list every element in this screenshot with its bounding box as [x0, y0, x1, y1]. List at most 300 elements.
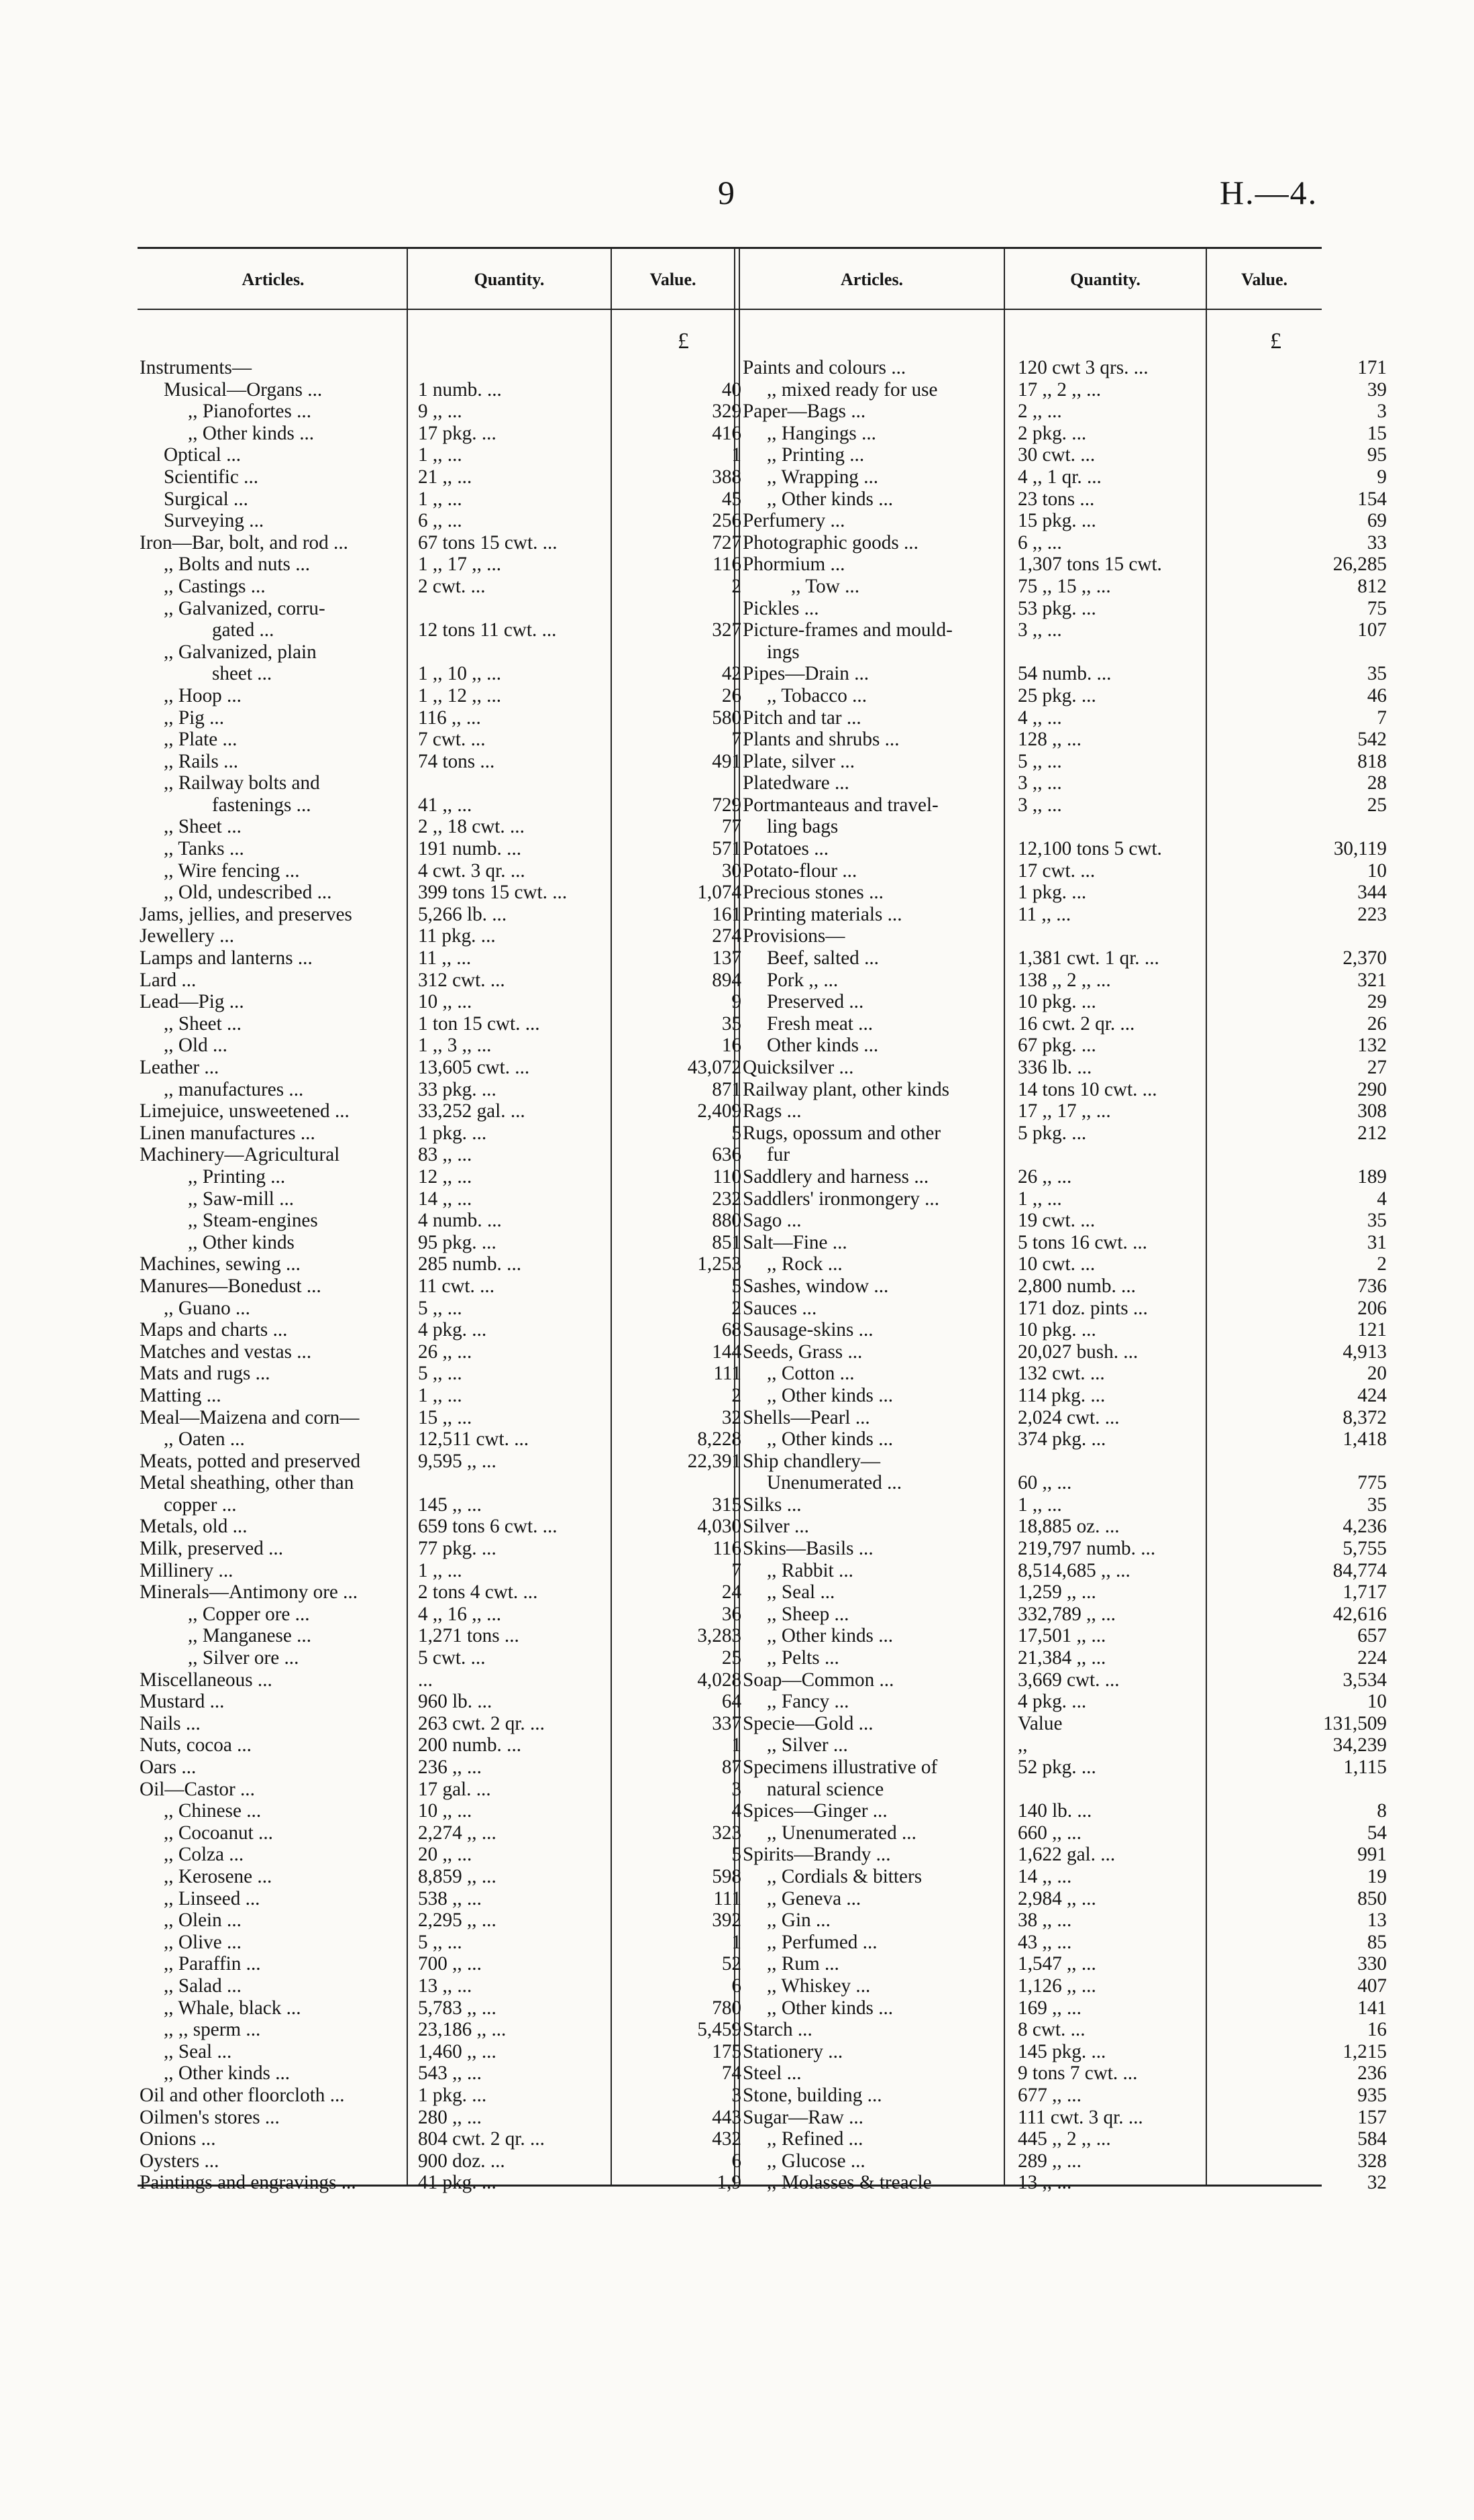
quantity-cell: 2 cwt. ... [418, 575, 486, 597]
article-cell: Leather ... [140, 1057, 219, 1078]
article-cell: Instruments— [140, 357, 252, 378]
value-cell: 780 [712, 1997, 741, 2019]
article-cell: Beef, salted ... [767, 947, 879, 969]
value-cell: 3 [1377, 401, 1387, 423]
value-cell: 2,409 [697, 1100, 741, 1122]
article-cell: Spices—Ginger ... [743, 1800, 888, 1822]
pound-symbol-right: £ [1270, 329, 1281, 354]
value-cell: 4,913 [1343, 1341, 1387, 1363]
value-cell: 31 [1367, 1231, 1387, 1253]
quantity-cell: 2 ,, 18 cwt. ... [418, 816, 525, 838]
value-cell: 256 [712, 510, 741, 532]
article-cell: Paintings and engravings ... [140, 2172, 356, 2194]
quantity-cell: 8,514,685 ,, ... [1018, 1559, 1130, 1581]
quantity-cell: 17 cwt. ... [1018, 859, 1096, 882]
article-cell: ,, Chinese ... [164, 1800, 262, 1822]
value-cell: 116 [713, 554, 741, 576]
quantity-cell: 5 cwt. ... [418, 1647, 486, 1669]
quantity-cell: 5 tons 16 cwt. ... [1018, 1231, 1147, 1253]
value-cell: 323 [712, 1822, 741, 1844]
value-cell: 111 [713, 1363, 741, 1385]
article-cell: Quicksilver ... [743, 1057, 854, 1078]
article-cell: Unenumerated ... [767, 1472, 902, 1494]
quantity-cell: 1 ,, 17 ,, ... [418, 554, 502, 576]
quantity-cell: 11 pkg. ... [418, 925, 496, 947]
value-cell: 74 [721, 2062, 741, 2085]
article-cell: ,, Other kinds ... [767, 1384, 894, 1406]
quantity-cell: 138 ,, 2 ,, ... [1018, 969, 1111, 991]
quantity-cell: 12 ,, ... [418, 1165, 472, 1188]
quantity-cell: 219,797 numb. ... [1018, 1538, 1156, 1560]
quantity-cell: 5,266 lb. ... [418, 903, 507, 925]
article-cell: ,, Other kinds ... [767, 1428, 894, 1451]
value-cell: 35 [1367, 1210, 1387, 1232]
quantity-cell: 538 ,, ... [418, 1887, 482, 1909]
quantity-cell: 21,384 ,, ... [1018, 1647, 1106, 1669]
value-cell: 2 [1377, 1253, 1387, 1275]
value-cell: 36 [721, 1603, 741, 1625]
quantity-cell: 1,126 ,, ... [1018, 1975, 1096, 1997]
article-cell: ,, Olive ... [164, 1931, 242, 1953]
quantity-cell: 60 ,, ... [1018, 1472, 1072, 1494]
value-cell: 1 [731, 1734, 741, 1756]
value-cell: 10 [1367, 859, 1387, 882]
article-cell: ,, Other kinds ... [164, 2062, 291, 2085]
article-cell: Precious stones ... [743, 882, 884, 904]
article-cell: ,, Saw-mill ... [188, 1188, 295, 1210]
quantity-cell: 280 ,, ... [418, 2106, 482, 2128]
value-cell: 416 [712, 422, 741, 444]
value-cell: 141 [1357, 1997, 1387, 2019]
value-cell: 22,391 [687, 1450, 741, 1472]
value-cell: 84,774 [1332, 1559, 1387, 1581]
article-cell: Surveying ... [164, 510, 264, 532]
article-cell: Silks ... [743, 1493, 802, 1516]
value-cell: 26 [721, 684, 741, 706]
value-cell: 87 [721, 1756, 741, 1778]
value-cell: 15 [1367, 422, 1387, 444]
article-cell: Matches and vestas ... [140, 1341, 312, 1363]
quantity-cell: 5 ,, ... [418, 1931, 462, 1953]
article-cell: ,, Perfumed ... [767, 1931, 878, 1953]
value-cell: 812 [1357, 575, 1387, 597]
article-cell: Metal sheathing, other than [140, 1472, 354, 1494]
quantity-cell: 9,595 ,, ... [418, 1450, 496, 1472]
value-cell: 6 [731, 1975, 741, 1997]
quantity-cell: 116 ,, ... [418, 706, 481, 729]
value-cell: 189 [1357, 1165, 1387, 1188]
value-cell: 1,9 [717, 2172, 741, 2194]
quantity-cell: 17,501 ,, ... [1018, 1625, 1106, 1647]
quantity-cell: 111 cwt. 3 qr. ... [1018, 2106, 1143, 2128]
value-cell: 315 [712, 1493, 741, 1516]
value-cell: 328 [1357, 2150, 1387, 2172]
value-cell: 3 [731, 2084, 741, 2106]
article-cell: Steel ... [743, 2062, 802, 2085]
value-cell: 6 [731, 2150, 741, 2172]
article-cell: sheet ... [212, 663, 272, 685]
article-cell: Potatoes ... [743, 838, 829, 860]
quantity-cell: 12,511 cwt. ... [418, 1428, 529, 1451]
article-cell: ,, ,, sperm ... [164, 2019, 261, 2041]
divider-2 [611, 247, 612, 2186]
quantity-cell: 2 ,, ... [1018, 401, 1062, 423]
quantity-cell: 17 pkg. ... [418, 422, 496, 444]
value-cell: 9 [1377, 466, 1387, 488]
quantity-cell: 14 tons 10 cwt. ... [1018, 1078, 1157, 1100]
quantity-cell: 1,460 ,, ... [418, 2040, 496, 2062]
value-cell: 4,236 [1343, 1516, 1387, 1538]
quantity-cell: 6 ,, ... [418, 510, 462, 532]
quantity-cell: 3,669 cwt. ... [1018, 1669, 1120, 1691]
quantity-cell: 191 numb. ... [418, 838, 522, 860]
article-cell: ,, Olein ... [164, 1909, 242, 1932]
quantity-cell: 900 doz. ... [418, 2150, 505, 2172]
value-cell: 28 [1367, 772, 1387, 794]
article-cell: Specie—Gold ... [743, 1712, 874, 1734]
article-cell: ,, Unenumerated ... [767, 1822, 916, 1844]
quantity-cell: 67 tons 15 cwt. ... [418, 531, 558, 554]
quantity-cell: 336 lb. ... [1018, 1057, 1092, 1078]
article-cell: Matting ... [140, 1384, 221, 1406]
quantity-cell: 1 numb. ... [418, 378, 502, 401]
article-cell: ,, Printing ... [767, 444, 865, 466]
header-quantity-left: Quantity. [474, 270, 545, 289]
article-cell: Minerals—Antimony ore ... [140, 1581, 358, 1604]
article-cell: Perfumery ... [743, 510, 845, 532]
value-cell: 636 [712, 1144, 741, 1166]
header-value-right: Value. [1241, 270, 1288, 289]
article-cell: ,, Tanks ... [164, 838, 244, 860]
quantity-cell: 2 tons 4 cwt. ... [418, 1581, 538, 1604]
article-cell: ,, Silver ore ... [188, 1647, 299, 1669]
article-cell: ,, Guano ... [164, 1297, 250, 1319]
value-cell: 935 [1357, 2084, 1387, 2106]
quantity-cell: ,, [1018, 1734, 1028, 1756]
quantity-cell: 145 ,, ... [418, 1493, 482, 1516]
value-cell: 42,616 [1332, 1603, 1387, 1625]
value-cell: 54 [1367, 1822, 1387, 1844]
article-cell: ,, Railway bolts and [164, 772, 320, 794]
quantity-cell: 1 pkg. ... [418, 2084, 487, 2106]
article-cell: ,, Cocoanut ... [164, 1822, 273, 1844]
value-cell: 329 [712, 401, 741, 423]
quantity-cell: 140 lb. ... [1018, 1800, 1092, 1822]
article-cell: Phormium ... [743, 554, 845, 576]
value-cell: 392 [712, 1909, 741, 1932]
article-cell: ,, Other kinds ... [188, 422, 315, 444]
article-cell: Sago ... [743, 1210, 802, 1232]
article-cell: Machinery—Agricultural [140, 1144, 340, 1166]
quantity-cell: 13 ,, ... [1018, 2172, 1072, 2194]
value-cell: 131,509 [1323, 1712, 1387, 1734]
article-cell: ling bags [767, 816, 839, 838]
quantity-cell: 5 ,, ... [1018, 750, 1062, 772]
article-cell: Machines, sewing ... [140, 1253, 301, 1275]
value-cell: 4,030 [697, 1516, 741, 1538]
value-cell: 5 [731, 1275, 741, 1297]
value-cell: 3,283 [697, 1625, 741, 1647]
quantity-cell: 14 ,, ... [1018, 1865, 1072, 1887]
value-cell: 68 [721, 1319, 741, 1341]
quantity-cell: 289 ,, ... [1018, 2150, 1082, 2172]
value-cell: 46 [1367, 684, 1387, 706]
value-cell: 30,119 [1333, 838, 1387, 860]
article-cell: Iron—Bar, bolt, and rod ... [140, 531, 348, 554]
quantity-cell: 23,186 ,, ... [418, 2019, 507, 2041]
value-cell: 894 [712, 969, 741, 991]
article-cell: Portmanteaus and travel- [743, 794, 939, 816]
quantity-cell: 23 tons ... [1018, 488, 1095, 510]
article-cell: Specimens illustrative of [743, 1756, 938, 1778]
article-cell: ,, mixed ready for use [767, 378, 938, 401]
value-cell: 26,285 [1332, 554, 1387, 576]
article-cell: Seeds, Grass ... [743, 1341, 863, 1363]
article-cell: ,, Rum ... [767, 1953, 839, 1975]
quantity-cell: 3 ,, ... [1018, 619, 1062, 641]
quantity-cell: 8,859 ,, ... [418, 1865, 496, 1887]
value-cell: 20 [1367, 1363, 1387, 1385]
value-cell: 32 [1367, 2172, 1387, 2194]
quantity-cell: 19 cwt. ... [1018, 1210, 1096, 1232]
article-cell: Potato-flour ... [743, 859, 857, 882]
article-cell: ,, Whiskey ... [767, 1975, 871, 1997]
article-cell: ,, Kerosene ... [164, 1865, 272, 1887]
article-cell: ,, Glucose ... [767, 2150, 865, 2172]
quantity-cell: 312 cwt. ... [418, 969, 505, 991]
article-cell: Mustard ... [140, 1691, 225, 1713]
quantity-cell: 2,800 numb. ... [1018, 1275, 1136, 1297]
value-cell: 2,370 [1343, 947, 1387, 969]
value-cell: 16 [1367, 2019, 1387, 2041]
value-cell: 388 [712, 466, 741, 488]
article-cell: ,, Linseed ... [164, 1887, 260, 1909]
value-cell: 327 [712, 619, 741, 641]
quantity-cell: 132 cwt. ... [1018, 1363, 1105, 1385]
article-cell: ,, Hangings ... [767, 422, 876, 444]
value-cell: 35 [721, 1012, 741, 1035]
value-cell: 9 [731, 991, 741, 1013]
quantity-cell: 95 pkg. ... [418, 1231, 496, 1253]
article-cell: Plants and shrubs ... [743, 729, 900, 751]
article-cell: ,, Copper ore ... [188, 1603, 310, 1625]
value-cell: 85 [1367, 1931, 1387, 1953]
article-cell: Stone, building ... [743, 2084, 882, 2106]
article-cell: ,, Old, undescribed ... [164, 882, 332, 904]
value-cell: 4,028 [697, 1669, 741, 1691]
value-cell: 1,215 [1343, 2040, 1387, 2062]
article-cell: ,, Rails ... [164, 750, 239, 772]
value-cell: 542 [1357, 729, 1387, 751]
quantity-cell: 10 ,, ... [418, 991, 472, 1013]
article-cell: gated ... [212, 619, 274, 641]
value-cell: 35 [1367, 663, 1387, 685]
article-cell: Limejuice, unsweetened ... [140, 1100, 350, 1122]
value-cell: 8,228 [697, 1428, 741, 1451]
value-cell: 224 [1357, 1647, 1387, 1669]
article-cell: fur [767, 1144, 790, 1166]
value-cell: 424 [1357, 1384, 1387, 1406]
quantity-cell: 5 ,, ... [418, 1363, 462, 1385]
article-cell: Sashes, window ... [743, 1275, 889, 1297]
value-cell: 1 [731, 444, 741, 466]
quantity-cell: 1 ,, 12 ,, ... [418, 684, 502, 706]
value-cell: 337 [712, 1712, 741, 1734]
value-cell: 1,717 [1343, 1581, 1387, 1604]
quantity-cell: 1 ,, 3 ,, ... [418, 1035, 492, 1057]
quantity-cell: 332,789 ,, ... [1018, 1603, 1116, 1625]
article-cell: Paints and colours ... [743, 357, 906, 378]
quantity-cell: 11 ,, ... [418, 947, 472, 969]
article-cell: ,, Salad ... [164, 1975, 242, 1997]
quantity-cell: 5 pkg. ... [1018, 1122, 1087, 1144]
quantity-cell: 13 ,, ... [418, 1975, 472, 1997]
quantity-cell: 660 ,, ... [1018, 1822, 1082, 1844]
pound-symbol-left: £ [678, 329, 689, 354]
value-cell: 5 [731, 1844, 741, 1866]
header-quantity-right: Quantity. [1070, 270, 1141, 289]
quantity-cell: 16 cwt. 2 qr. ... [1018, 1012, 1135, 1035]
value-cell: 39 [1367, 378, 1387, 401]
quantity-cell: 20,027 bush. ... [1018, 1341, 1139, 1363]
article-cell: ,, Seal ... [767, 1581, 835, 1604]
quantity-cell: 1,381 cwt. 1 qr. ... [1018, 947, 1159, 969]
article-cell: ,, Seal ... [164, 2040, 232, 2062]
quantity-cell: 374 pkg. ... [1018, 1428, 1106, 1451]
article-cell: ,, Paraffin ... [164, 1953, 261, 1975]
value-cell: 132 [1357, 1035, 1387, 1057]
quantity-cell: 120 cwt 3 qrs. ... [1018, 357, 1149, 378]
value-cell: 32 [721, 1406, 741, 1428]
quantity-cell: 1 ,, ... [418, 1384, 462, 1406]
value-cell: 40 [721, 378, 741, 401]
value-cell: 598 [712, 1865, 741, 1887]
article-cell: Nuts, cocoa ... [140, 1734, 252, 1756]
article-cell: Mats and rugs ... [140, 1363, 270, 1385]
value-cell: 42 [721, 663, 741, 685]
article-cell: ,, Steam-engines [188, 1210, 318, 1232]
article-cell: ,, Rabbit ... [767, 1559, 853, 1581]
quantity-cell: 11 cwt. ... [418, 1275, 495, 1297]
article-cell: ,, Colza ... [164, 1844, 244, 1866]
divider-6 [1206, 247, 1207, 2186]
article-cell: Oars ... [140, 1756, 197, 1778]
quantity-cell: 171 doz. pints ... [1018, 1297, 1148, 1319]
article-cell: ,, Plate ... [164, 729, 238, 751]
value-cell: 274 [712, 925, 741, 947]
article-cell: copper ... [164, 1493, 237, 1516]
quantity-cell: 1,547 ,, ... [1018, 1953, 1096, 1975]
article-cell: Shells—Pearl ... [743, 1406, 870, 1428]
quantity-cell: 10 cwt. ... [1018, 1253, 1096, 1275]
quantity-cell: 41 pkg. ... [418, 2172, 496, 2194]
value-cell: 69 [1367, 510, 1387, 532]
article-cell: ,, Wire fencing ... [164, 859, 300, 882]
value-cell: 30 [721, 859, 741, 882]
quantity-cell: 1 ,, ... [1018, 1493, 1062, 1516]
value-cell: 880 [712, 1210, 741, 1232]
header-articles-left: Articles. [242, 270, 305, 289]
article-cell: Meal—Maizena and corn— [140, 1406, 360, 1428]
value-cell: 1,253 [697, 1253, 741, 1275]
article-cell: Oil—Castor ... [140, 1778, 255, 1800]
divider-1 [407, 247, 408, 2186]
article-cell: Fresh meat ... [767, 1012, 874, 1035]
article-cell: Lard ... [140, 969, 197, 991]
header-rule [138, 309, 1322, 310]
value-cell: 121 [1357, 1319, 1387, 1341]
quantity-cell: 75 ,, 15 ,, ... [1018, 575, 1111, 597]
article-cell: Oil and other floorcloth ... [140, 2084, 345, 2106]
article-cell: Preserved ... [767, 991, 864, 1013]
quantity-cell: 5,783 ,, ... [418, 1997, 496, 2019]
value-cell: 871 [712, 1078, 741, 1100]
value-cell: 64 [721, 1691, 741, 1713]
article-cell: Lamps and lanterns ... [140, 947, 313, 969]
value-cell: 1,115 [1343, 1756, 1387, 1778]
value-cell: 818 [1357, 750, 1387, 772]
article-cell: ,, Hoop ... [164, 684, 242, 706]
value-cell: 727 [712, 531, 741, 554]
article-cell: ,, Other kinds ... [767, 488, 894, 510]
article-cell: ,, Old ... [164, 1035, 227, 1057]
quantity-cell: 53 pkg. ... [1018, 597, 1096, 619]
article-cell: ,, Other kinds ... [767, 1625, 894, 1647]
article-cell: Onions ... [140, 2128, 216, 2150]
quantity-cell: 1,307 tons 15 cwt. [1018, 554, 1162, 576]
value-cell: 3 [731, 1778, 741, 1800]
quantity-cell: 5 ,, ... [418, 1297, 462, 1319]
value-cell: 2 [731, 1384, 741, 1406]
value-cell: 580 [712, 706, 741, 729]
value-cell: 491 [712, 750, 741, 772]
quantity-cell: 41 ,, ... [418, 794, 472, 816]
quantity-cell: 1 ,, ... [1018, 1188, 1062, 1210]
article-cell: Spirits—Brandy ... [743, 1844, 891, 1866]
article-cell: Railway plant, other kinds [743, 1078, 950, 1100]
article-cell: ,, Pelts ... [767, 1647, 839, 1669]
value-cell: 107 [1357, 619, 1387, 641]
quantity-cell: 77 pkg. ... [418, 1538, 496, 1560]
value-cell: 75 [1367, 597, 1387, 619]
quantity-cell: 33 pkg. ... [418, 1078, 496, 1100]
article-cell: ,, Other kinds ... [767, 1997, 894, 2019]
quantity-cell: 67 pkg. ... [1018, 1035, 1096, 1057]
quantity-cell: 1,271 tons ... [418, 1625, 519, 1647]
value-cell: 45 [721, 488, 741, 510]
quantity-cell: 3 ,, ... [1018, 794, 1062, 816]
value-cell: 850 [1357, 1887, 1387, 1909]
quantity-cell: 17 ,, 17 ,, ... [1018, 1100, 1111, 1122]
article-cell: ,, Cotton ... [767, 1363, 855, 1385]
header-value-left: Value. [649, 270, 696, 289]
article-cell: ,, Sheep ... [767, 1603, 849, 1625]
value-cell: 344 [1357, 882, 1387, 904]
value-cell: 407 [1357, 1975, 1387, 1997]
value-cell: 584 [1357, 2128, 1387, 2150]
article-cell: ,, Bolts and nuts ... [164, 554, 311, 576]
article-cell: Scientific ... [164, 466, 259, 488]
value-cell: 308 [1357, 1100, 1387, 1122]
quantity-cell: 659 tons 6 cwt. ... [418, 1516, 558, 1538]
quantity-cell: 43 ,, ... [1018, 1931, 1072, 1953]
article-cell: Rags ... [743, 1100, 802, 1122]
quantity-cell: 4 ,, ... [1018, 706, 1062, 729]
value-cell: 290 [1357, 1078, 1387, 1100]
value-cell: 19 [1367, 1865, 1387, 1887]
quantity-cell: 10 ,, ... [418, 1800, 472, 1822]
article-cell: Photographic goods ... [743, 531, 918, 554]
